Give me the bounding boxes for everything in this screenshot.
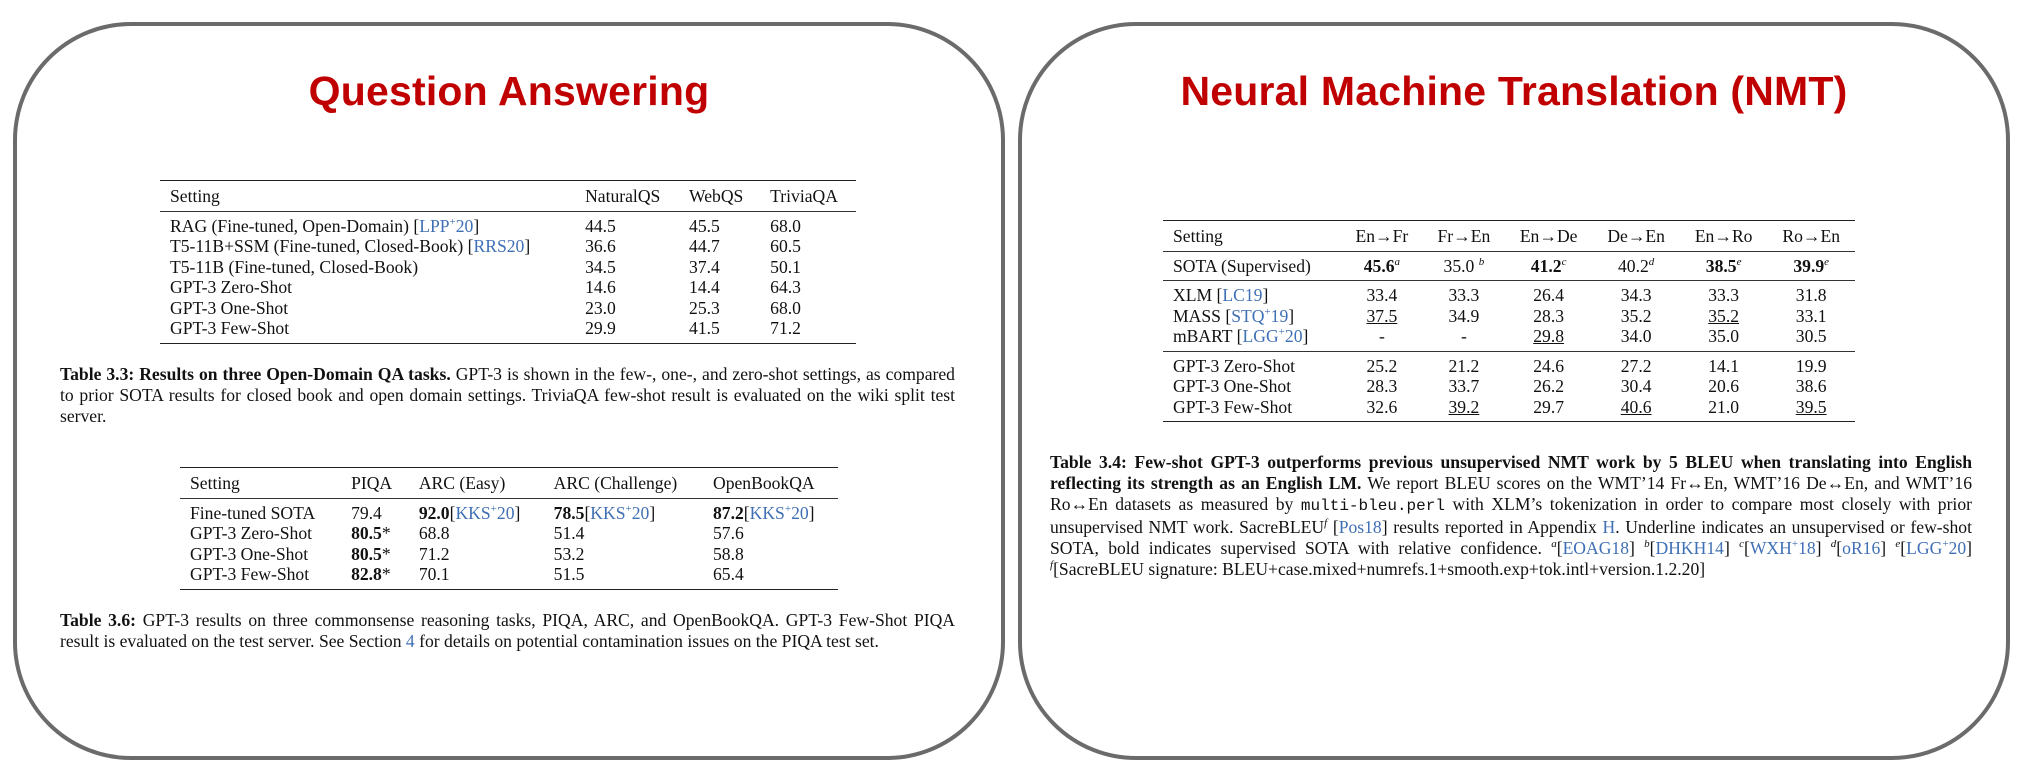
cell-value: 38.6	[1795, 376, 1827, 396]
row-setting: mBART [LGG+20]	[1173, 326, 1309, 346]
cell-value: 80.5*	[351, 543, 391, 564]
row-setting: T5-11B+SSM (Fine-tuned, Closed-Book) [RRS20]	[170, 236, 531, 256]
footnote-mark: a	[1394, 255, 1401, 268]
cell-value: 65.4	[703, 564, 838, 589]
cell-value: 21.2	[1423, 351, 1505, 376]
cell-value: 33.7	[1448, 376, 1480, 396]
cell-value: 82.8*	[341, 564, 409, 589]
table-commonsense-reasoning	[180, 467, 838, 590]
footnote-mark: e	[1736, 255, 1742, 268]
citation-link[interactable]: KKS+20	[455, 502, 515, 523]
citation: [LGG+20]	[1900, 538, 1972, 558]
cell-value: 44.7	[689, 236, 720, 256]
citation-link[interactable]: EOAG18	[1562, 538, 1630, 558]
panel-title-nmt: Neural Machine Translation (NMT)	[1180, 68, 1848, 114]
cell-value: 39.5	[1767, 397, 1855, 422]
cell-value: 68.0	[760, 211, 856, 236]
citation-link[interactable]: STQ+19	[1231, 305, 1289, 326]
cell-value: 71.2	[760, 318, 856, 343]
row-setting: MASS [STQ+19]	[1173, 305, 1295, 326]
cell-value: 71.2	[418, 543, 450, 564]
cell-value: 14.4	[689, 277, 720, 297]
caption-text: GPT-3 results on three commonsense reasoning tasks, PIQA, ARC, and OpenBookQA. GPT-3 Few-Shot PIQA result is evaluated on the test server. See Section	[60, 610, 956, 651]
cell-value: 24.6	[1505, 351, 1593, 376]
table-row	[160, 257, 856, 278]
table-row	[1163, 281, 1855, 306]
cell-value: 80.5*	[351, 523, 391, 543]
column-header: OpenBookQA	[703, 468, 838, 499]
row-setting: GPT-3 Few-Shot	[180, 564, 341, 589]
cell-value: 29.9	[575, 318, 679, 343]
cell-value: 40.6	[1592, 397, 1680, 422]
footnote-mark: e	[1895, 538, 1901, 551]
table-row	[1163, 251, 1855, 281]
cell-value: 14.1	[1680, 351, 1768, 376]
cell-value: 40.2$^d$	[1592, 251, 1680, 281]
cell-value: 51.4	[553, 523, 585, 543]
cell-value: 34.3	[1592, 281, 1680, 306]
cell-value: 79.4	[341, 498, 409, 523]
cell-value: 33.1	[1795, 305, 1827, 326]
cell-value: 26.4	[1505, 281, 1593, 306]
cell-value: 33.3	[1423, 281, 1505, 306]
column-header: Setting	[1163, 221, 1341, 252]
footnote-mark: c	[1561, 255, 1567, 268]
cell-value: 35.2	[1708, 305, 1740, 326]
citation-link[interactable]: LGG+20	[1906, 538, 1967, 558]
column-header: ARC (Challenge)	[544, 468, 703, 499]
citation: [DHKH14]	[1649, 538, 1730, 558]
cell-value: 19.9	[1767, 351, 1855, 376]
caption-table-3-3	[60, 364, 955, 427]
section-link[interactable]: 4	[405, 631, 415, 651]
cell-value: 23.0	[585, 297, 616, 318]
table-row	[160, 211, 856, 236]
column-header: ARC (Easy)	[409, 468, 544, 499]
column-header: En→Fr	[1341, 221, 1423, 252]
footnote-mark: d	[1648, 255, 1655, 268]
table-nmt-bleu	[1163, 220, 1855, 422]
cell-value: 38.5e	[1680, 251, 1768, 281]
row-setting: GPT-3 One-Shot	[170, 297, 289, 318]
column-header: En→De	[1505, 221, 1593, 252]
column-header: Setting	[180, 468, 341, 499]
citation: [STQ+19]	[1225, 305, 1295, 326]
cell-value: 44.5	[575, 211, 679, 236]
cell-value: 35.0	[1708, 326, 1740, 346]
caption-label: Table 3.6:	[60, 610, 136, 630]
appendix-link[interactable]: H	[1602, 517, 1616, 537]
cell-value: 58.8	[712, 543, 744, 564]
cell-value: 37.5	[1366, 305, 1398, 326]
table-open-domain-qa	[160, 180, 856, 344]
table-row	[180, 544, 838, 565]
column-header: NaturalQS	[575, 181, 679, 212]
row-setting: GPT-3 One-Shot	[190, 543, 309, 564]
table-row	[160, 236, 856, 257]
cell-value: 27.2	[1592, 351, 1680, 376]
table-row	[180, 523, 838, 544]
cell-value: 68.8	[418, 523, 450, 543]
caption-label: Table 3.4:	[1050, 452, 1127, 472]
cell-value: 68.0	[770, 297, 801, 318]
cell-value: 25.3	[689, 297, 720, 318]
table-row	[160, 277, 856, 298]
citation: [KKS+20]	[449, 502, 521, 523]
row-setting: RAG (Fine-tuned, Open-Domain) [LPP+20]	[160, 211, 575, 236]
table-row	[180, 564, 838, 589]
cell-value: 45.5	[679, 211, 760, 236]
citation-link[interactable]: LGG+20	[1242, 326, 1303, 346]
citation-link[interactable]: WXH+18	[1749, 538, 1816, 558]
footnote-mark: f	[1324, 517, 1328, 530]
table-row	[160, 298, 856, 319]
cell-value: 39.2	[1423, 397, 1505, 422]
citation-link[interactable]: Pos18	[1338, 517, 1382, 537]
caption-text: results reported in Appendix	[1387, 517, 1603, 537]
cell-value: 26.2	[1533, 376, 1565, 396]
cell-value: 32.6	[1341, 397, 1423, 422]
cell-value: 50.1	[770, 256, 801, 277]
caption-bold-text: Few-shot GPT-3 outperforms previous unsupervised NMT work by 5 BLEU when translating into English reflecting its strength as an English LM.	[1050, 452, 1972, 493]
row-setting: GPT-3 Zero-Shot	[170, 277, 293, 297]
citation-link[interactable]: KKS+20	[749, 502, 809, 523]
caption-code: multi-bleu.perl	[1300, 497, 1445, 515]
cell-value: 60.5	[770, 236, 801, 256]
column-header: WebQS	[679, 181, 760, 212]
cell-value: 37.4	[689, 256, 720, 277]
caption-text: We report BLEU scores on the WMT’14 Fr↔En, WMT’16 De↔En, and WMT’16 Ro↔En datasets as measured by	[1050, 473, 1972, 514]
cell-value: 14.6	[585, 277, 616, 297]
caption-text: . Underline indicates an unsupervised or few-shot SOTA, bold indicates supervised SOTA with relative confidence.	[1050, 517, 1972, 558]
cell-value: 39.9e	[1767, 251, 1855, 281]
cell-value: 87.2[KKS+20]	[703, 498, 838, 523]
citation-link[interactable]: oR16	[1842, 538, 1881, 558]
citation-link[interactable]: LPP+20	[419, 215, 474, 236]
row-setting: XLM [LC19]	[1163, 281, 1341, 306]
footnote-mark: c	[1739, 538, 1744, 551]
cell-value: 30.5	[1795, 326, 1827, 346]
row-setting: GPT-3 Few-Shot	[160, 318, 575, 343]
cell-value: 29.8	[1533, 326, 1565, 346]
cell-value: 35.2	[1620, 305, 1652, 326]
citation-link[interactable]: RRS20	[473, 236, 525, 256]
cell-value: -	[1378, 326, 1385, 346]
citation: [KKS+20]	[743, 502, 815, 523]
footnote-mark: a	[1551, 538, 1557, 551]
cell-value: 34.9	[1448, 305, 1480, 326]
cell-value: 34.5	[585, 256, 616, 277]
citation: [EOAG18]	[1556, 538, 1635, 558]
column-header: TriviaQA	[760, 181, 856, 212]
cell-value: -	[1460, 326, 1467, 346]
row-setting: SOTA (Supervised)	[1163, 251, 1341, 281]
citation: [WXH+18]	[1743, 538, 1822, 558]
table-row	[1163, 397, 1855, 422]
cell-value: 30.4	[1620, 376, 1652, 396]
cell-value: 36.6	[585, 236, 616, 256]
cell-value: 41.2$^c$	[1505, 251, 1593, 281]
table-row	[180, 498, 838, 523]
citation-link[interactable]: LC19	[1222, 285, 1263, 305]
row-setting: GPT-3 One-Shot	[1173, 376, 1292, 396]
column-header: PIQA	[341, 468, 409, 499]
panel-title-qa: Question Answering	[308, 68, 710, 114]
cell-value: 70.1	[409, 564, 544, 589]
row-setting: T5-11B (Fine-tuned, Closed-Book)	[170, 256, 419, 277]
cell-value: 35.0 $^b$	[1423, 251, 1505, 281]
caption-bold-text: Results on three Open-Domain QA tasks.	[139, 364, 451, 384]
cell-value: 45.6$^a$	[1341, 251, 1423, 281]
cell-value: 28.3	[1366, 376, 1398, 396]
cell-value: 64.3	[770, 277, 801, 297]
column-header: Fr→En	[1423, 221, 1505, 252]
cell-value: 31.8	[1767, 281, 1855, 306]
caption-table-3-6	[60, 610, 955, 652]
cell-value: 20.6	[1708, 376, 1740, 396]
footnote-mark: e	[1824, 255, 1830, 268]
citation-link[interactable]: KKS+20	[590, 502, 650, 523]
citation-link[interactable]: DHKH14	[1655, 538, 1724, 558]
citation: [LGG+20]	[1236, 326, 1309, 346]
footnote-mark: b	[1644, 538, 1650, 551]
cell-value: 41.5	[679, 318, 760, 343]
citation: [RRS20]	[467, 236, 531, 256]
cell-value: 78.5[KKS+20]	[544, 498, 703, 523]
row-setting: GPT-3 Zero-Shot	[1163, 351, 1341, 376]
table-row	[1163, 376, 1855, 397]
cell-value: 34.0	[1620, 326, 1652, 346]
column-header: De→En	[1592, 221, 1680, 252]
table-row	[1163, 351, 1855, 376]
column-header: Ro→En	[1767, 221, 1855, 252]
cell-value: 33.4	[1341, 281, 1423, 306]
citation: [oR16]	[1836, 538, 1887, 558]
cell-value: 25.2	[1341, 351, 1423, 376]
caption-label: Table 3.3:	[60, 364, 135, 384]
citation: [LPP+20]	[413, 215, 480, 236]
cell-value: 21.0	[1680, 397, 1768, 422]
cell-value: 51.5	[544, 564, 703, 589]
footnote-mark: d	[1830, 538, 1837, 551]
cell-value: 28.3	[1533, 305, 1565, 326]
cell-value: 57.6	[712, 523, 744, 543]
footnote-references	[1551, 538, 1972, 558]
cell-value: 33.3	[1680, 281, 1768, 306]
row-setting: GPT-3 Zero-Shot	[190, 523, 313, 543]
cell-value: 92.0[KKS+20]	[409, 498, 544, 523]
caption-text: with XLM’s tokenization in order to compare most closely with prior unsupervised NMT work. SacreBLEU	[1050, 494, 1972, 537]
table-row	[1163, 326, 1855, 351]
cell-value: 29.7	[1505, 397, 1593, 422]
row-setting: Fine-tuned SOTA	[180, 498, 341, 523]
footnote-mark: f	[1050, 559, 1054, 572]
citation: [LC19]	[1216, 285, 1269, 305]
column-header: Setting	[160, 181, 575, 212]
table-row	[160, 318, 856, 343]
row-setting: GPT-3 Few-Shot	[1163, 397, 1341, 422]
column-header: En→Ro	[1680, 221, 1768, 252]
citation: [KKS+20]	[584, 502, 656, 523]
caption-text-end: for details on potential contamination issues on the PIQA test set.	[414, 631, 879, 651]
table-row	[1163, 306, 1855, 327]
footnote-mark: b	[1478, 255, 1485, 268]
cell-value: 53.2	[553, 543, 585, 564]
caption-table-3-4: Table 3.4: Few-shot GPT-3 outperforms previous unsupervised NMT work by 5 BLEU when translating into English reflecting its strength as an English LM. We report BLEU scores on the WMT’14 Fr↔En, WMT’16 De↔En, and WMT’16 Ro↔En datasets as measured by multi-bleu.perl with XLM’s tokenization in order to compare most closely with prior unsupervised NMT work. SacreBLEU$^f$ [Pos18] results reported in Appendix H. Underline indicates an unsupervised or few-shot SOTA, bold indicates supervised SOTA with relative confidence. $^a$[EOAG18] $^b$[DHKH14] $^c$[WXH+18] $^d$[oR16] $^e$[LGG+20] $^f$[SacreBLEU signature: BLEU+case.mixed+numrefs.1+smooth.exp+tok.intl+version.1.2.20]	[1050, 452, 1972, 579]
caption-text: GPT-3 is shown in the few-, one-, and zero-shot settings, as compared to prior SOTA results for closed book and open domain settings. TriviaQA few-shot result is evaluated on the wiki split test server.	[60, 364, 955, 426]
sacrebleu-signature: [SacreBLEU signature: BLEU+case.mixed+numrefs.1+smooth.exp+tok.intl+version.1.2.20]	[1053, 559, 1706, 579]
